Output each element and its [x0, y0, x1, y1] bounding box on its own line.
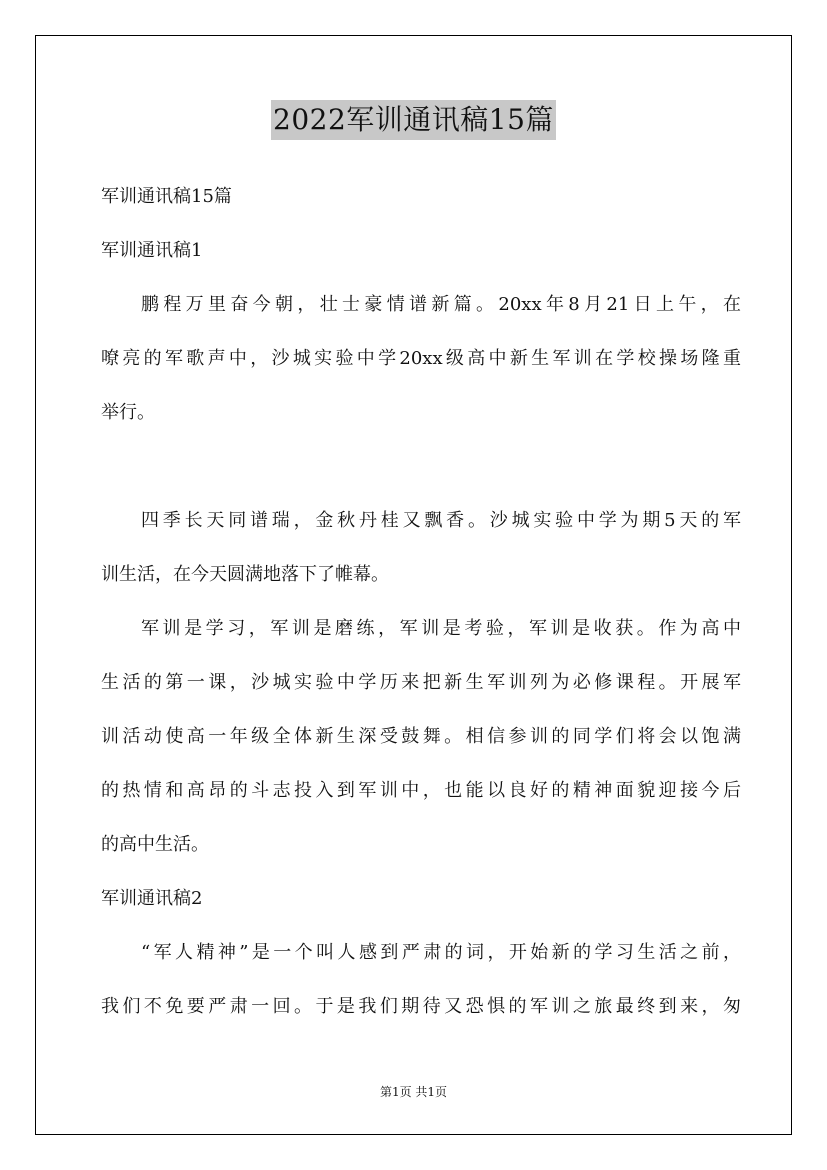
- page-number-footer: [0, 1083, 827, 1101]
- document-title: 2022军训通讯稿15篇: [271, 100, 556, 140]
- paragraph-line: 军训是学习，军训是磨练，军训是考验，军训是收获。作为高中: [141, 618, 741, 639]
- paragraph-line: 生活的第一课，沙城实验中学历来把新生军训列为必修课程。开展军: [101, 672, 741, 693]
- page-number: 第1页 共1页: [379, 1085, 448, 1099]
- document-body: [101, 170, 741, 1034]
- paragraph-line: 四季长天同谱瑞，金秋丹桂又飘香。沙城实验中学为期5天的军: [141, 510, 741, 531]
- section-heading-2: 军训通讯稿2: [101, 888, 203, 909]
- title-area: [0, 100, 827, 140]
- section-heading-1: 军训通讯稿1: [101, 240, 203, 261]
- paragraph-line: 嘹亮的军歌声中，沙城实验中学20xx级高中新生军训在学校操场隆重: [101, 348, 741, 369]
- blank-line: [101, 440, 741, 494]
- paragraph-line: 鹏程万里奋今朝，壮士豪情谱新篇。20xx年8月21日上午，在: [141, 294, 741, 315]
- paragraph-line: 的热情和高昂的斗志投入到军训中，也能以良好的精神面貌迎接今后: [101, 780, 741, 801]
- paragraph-line: 我们不免要严肃一回。于是我们期待又恐惧的军训之旅最终到来，匆: [101, 996, 741, 1017]
- paragraph-line: 的高中生活。: [101, 834, 209, 855]
- paragraph-line: “军人精神”是一个叫人感到严肃的词，开始新的学习生活之前，: [141, 942, 741, 963]
- paragraph-line: 训生活，在今天圆满地落下了帷幕。: [101, 564, 389, 585]
- paragraph-line: 训活动使高一年级全体新生深受鼓舞。相信参训的同学们将会以饱满: [101, 726, 741, 747]
- paragraph-line: 举行。: [101, 402, 155, 423]
- subtitle: 军训通讯稿15篇: [101, 186, 232, 207]
